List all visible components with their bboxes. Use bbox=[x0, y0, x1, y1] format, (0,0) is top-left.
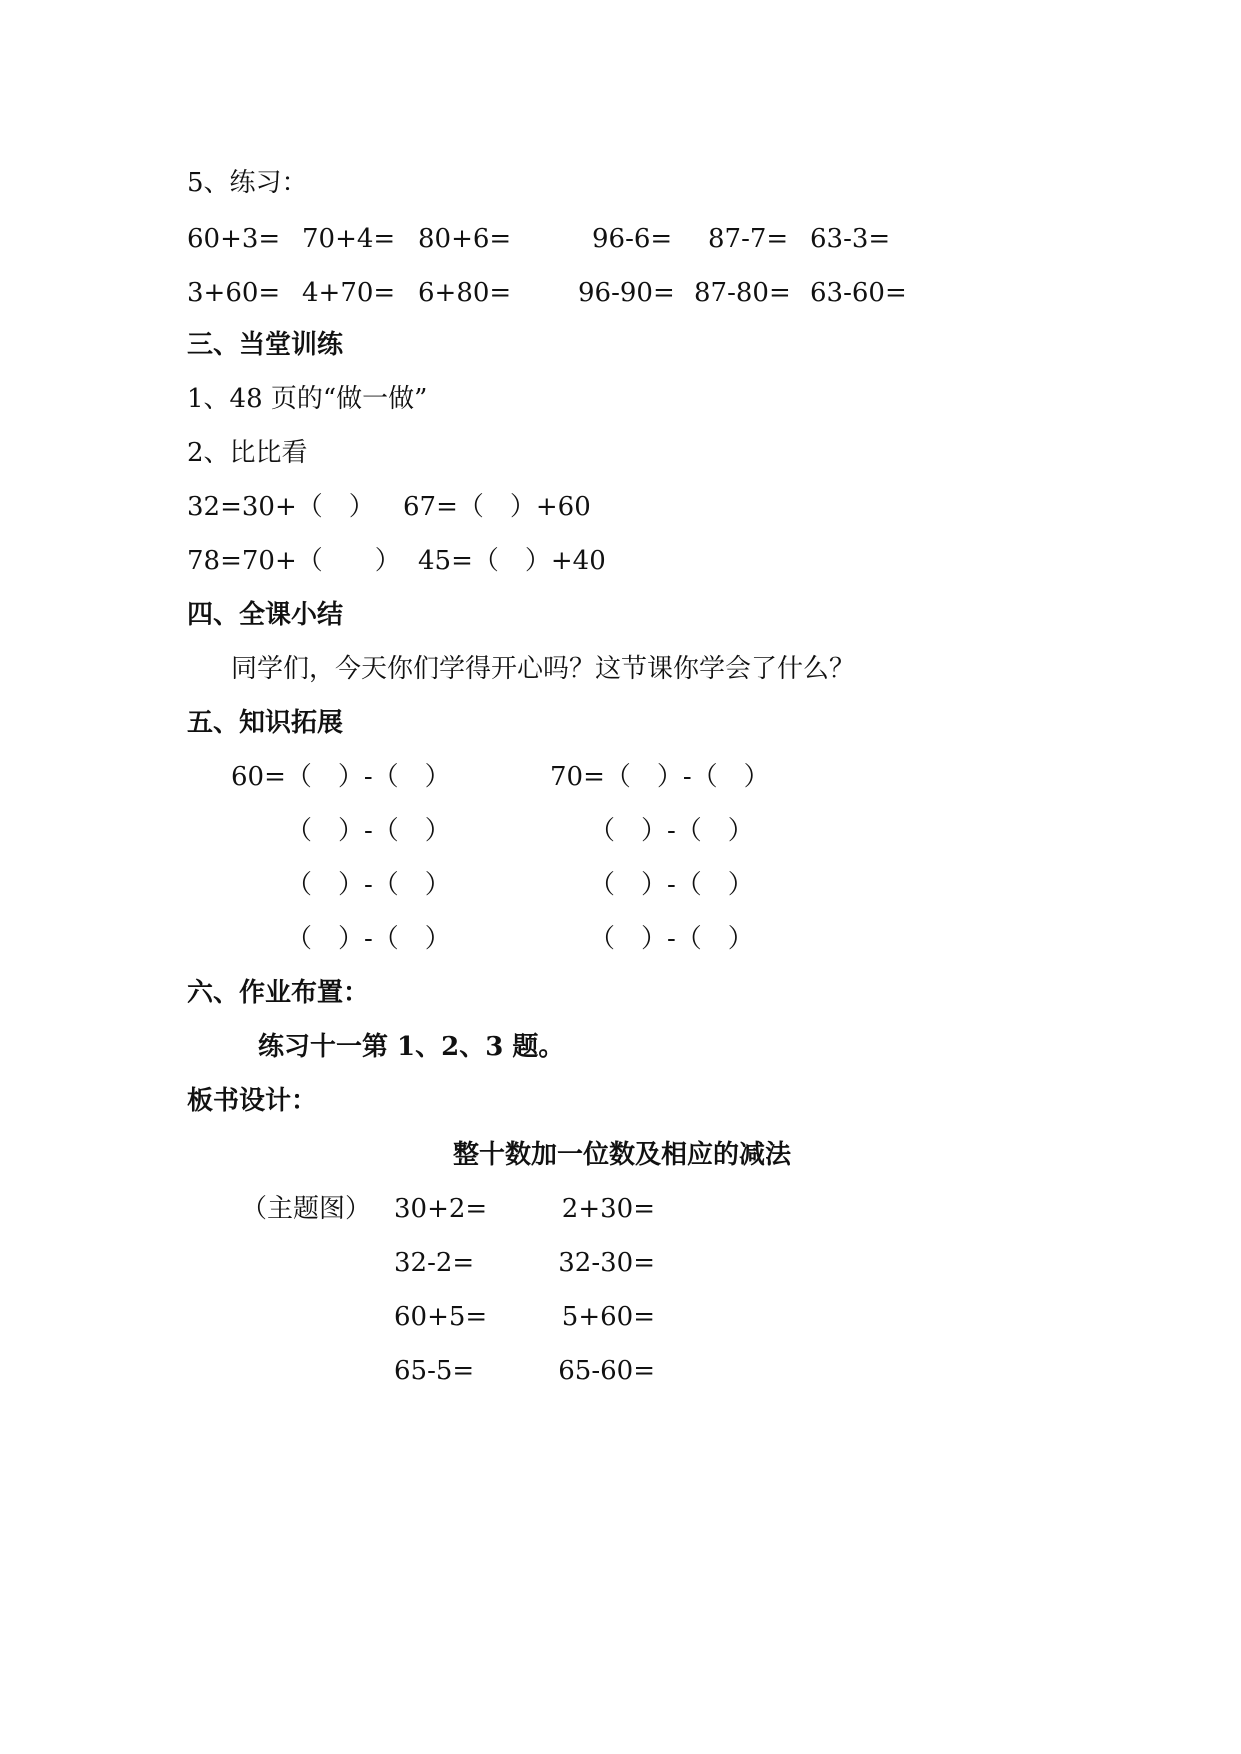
board-heading: 板书设计： bbox=[187, 1086, 318, 1116]
training-item-1: 1、48 页的“做一做” bbox=[187, 384, 428, 414]
extension-right-4: （ ）-（ ） bbox=[589, 924, 754, 954]
board-left-1: 30+2= bbox=[394, 1194, 488, 1224]
practice-r1-5: 87-7= bbox=[708, 224, 789, 254]
extension-right-2: （ ）-（ ） bbox=[589, 816, 754, 846]
summary-text: 同学们，今天你们学得开心吗？这节课你学会了什么？ bbox=[231, 654, 856, 684]
summary-heading: 四、全课小结 bbox=[187, 600, 344, 630]
practice-heading: 5、练习： bbox=[187, 168, 308, 198]
board-left-4: 65-5= bbox=[394, 1356, 475, 1386]
extension-left-2: （ ）-（ ） bbox=[286, 816, 451, 846]
training-heading: 三、当堂训练 bbox=[187, 330, 344, 360]
board-label: （主题图） bbox=[241, 1194, 372, 1224]
compare-3: 78=70+（ ） bbox=[187, 546, 401, 576]
compare-2: 67=（ ）+60 bbox=[403, 492, 591, 522]
practice-r1-4: 96-6= bbox=[592, 224, 673, 254]
extension-right-3: （ ）-（ ） bbox=[589, 870, 754, 900]
practice-r2-3: 6+80= bbox=[418, 278, 512, 308]
board-title: 整十数加一位数及相应的减法 bbox=[453, 1140, 792, 1170]
compare-1: 32=30+（ ） bbox=[187, 492, 375, 522]
practice-r2-5: 87-80= bbox=[694, 278, 791, 308]
practice-r1-1: 60+3= bbox=[187, 224, 281, 254]
extension-heading: 五、知识拓展 bbox=[187, 708, 344, 738]
homework-text: 练习十一第 1、2、3 题。 bbox=[258, 1032, 565, 1062]
practice-r2-1: 3+60= bbox=[187, 278, 281, 308]
board-left-2: 32-2= bbox=[394, 1248, 475, 1278]
board-right-2: 32-30= bbox=[558, 1248, 655, 1278]
extension-left-3: （ ）-（ ） bbox=[286, 870, 451, 900]
board-left-3: 60+5= bbox=[394, 1302, 488, 1332]
board-right-3: 5+60= bbox=[561, 1302, 655, 1332]
homework-heading: 六、作业布置： bbox=[187, 978, 370, 1008]
practice-r2-4: 96-90= bbox=[578, 278, 675, 308]
extension-right-1: 70=（ ）-（ ） bbox=[550, 762, 770, 792]
extension-left-4: （ ）-（ ） bbox=[286, 924, 451, 954]
training-item-2: 2、比比看 bbox=[187, 438, 308, 468]
practice-r2-2: 4+70= bbox=[302, 278, 396, 308]
practice-r1-2: 70+4= bbox=[302, 224, 396, 254]
compare-4: 45=（ ）+40 bbox=[418, 546, 606, 576]
board-right-1: 2+30= bbox=[561, 1194, 655, 1224]
practice-r1-6: 63-3= bbox=[810, 224, 891, 254]
practice-r2-6: 63-60= bbox=[810, 278, 907, 308]
board-right-4: 65-60= bbox=[558, 1356, 655, 1386]
practice-r1-3: 80+6= bbox=[418, 224, 512, 254]
extension-left-1: 60=（ ）-（ ） bbox=[231, 762, 451, 792]
